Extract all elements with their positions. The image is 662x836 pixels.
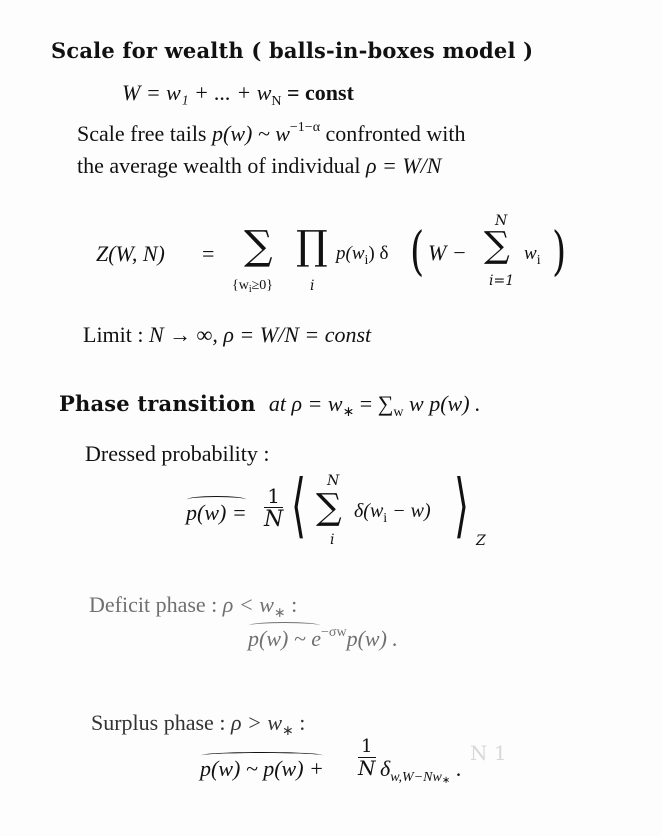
dressed-lhs-text: p(w) = [186, 500, 247, 525]
deficit-star: ∗ [273, 606, 286, 621]
surplus-phase-line [91, 710, 305, 740]
phase-transition-condition [268, 391, 481, 420]
fraction-num: 1 [264, 485, 283, 508]
surplus-fraction-den: N [358, 756, 376, 780]
dressed-inner-end: − w) [387, 500, 431, 522]
inner-w-text: w [524, 243, 537, 264]
product-lower-limit: i [310, 278, 315, 294]
section-title-phase-transition: Phase transition [59, 391, 256, 416]
subscript-z: Z [476, 533, 486, 549]
product-symbol: ∏ [296, 223, 328, 269]
limit-line [83, 322, 371, 348]
text-average-wealth [77, 153, 441, 179]
pt-at: at ρ = w [268, 391, 343, 416]
fraction-den: N [264, 507, 284, 532]
text-line1-a: Scale free tails [77, 121, 212, 146]
surplus-delta-sub: w,W−Nw [390, 770, 442, 785]
sum-lower-sub: i [248, 284, 252, 295]
dressed-probability-label: Dressed probability : [85, 441, 270, 466]
ghost-mark: N 1 [470, 741, 507, 765]
text-line1-sup: −1−α [289, 120, 321, 135]
right-angle-bracket: ⟩ [454, 464, 470, 546]
partition-lhs [96, 241, 165, 267]
sum-lower-text: {w [232, 278, 249, 293]
partition-equals: = [202, 241, 215, 266]
eq-sub: N [271, 94, 282, 109]
text-scale-free-tails [77, 120, 465, 147]
dressed-inner [354, 500, 431, 527]
sum-lower-end: ≥0} [251, 278, 274, 293]
deficit-formula-b: p(w) . [346, 626, 398, 651]
p-term-text: p(w [336, 243, 365, 264]
surplus-delta-star: ∗ [441, 775, 451, 786]
inner-W-text: W − [428, 240, 467, 265]
p-term-sub: i [364, 253, 369, 268]
surplus-fraction-num: 1 [358, 737, 376, 758]
pt-star: ∗ [342, 405, 355, 420]
surplus-formula-text: p(w) ~ p(w) + [200, 756, 324, 781]
surplus-formula-a [200, 756, 324, 782]
p-term [336, 243, 388, 269]
text-line1-b: p(w) ~ w [212, 121, 290, 146]
pt-sub-w: w [393, 405, 404, 420]
surplus-delta [380, 756, 461, 786]
inner-sum-lower [489, 273, 514, 289]
sum-symbol: ∑ [244, 223, 273, 269]
deficit-formula [248, 625, 398, 652]
phase-transition-line [59, 391, 481, 421]
pt-end: w p(w) . [403, 391, 481, 416]
dressed-inner-text: δ(w [354, 500, 384, 522]
surplus-delta-symbol: δ [380, 756, 391, 781]
sum-lower-limit [232, 278, 273, 295]
inner-w-sub: i [536, 253, 541, 268]
equation-total-wealth [122, 80, 354, 110]
left-paren: ( [410, 222, 425, 282]
eq-rhs: = const [287, 80, 354, 105]
surplus-star: ∗ [282, 724, 294, 739]
eq-sum: = w₁ + ... + w [145, 80, 272, 105]
surplus-fraction [358, 737, 376, 778]
deficit-label: Deficit phase : [89, 592, 218, 617]
limit-label: Limit : [83, 322, 144, 347]
inner-sum-upper: N [495, 213, 508, 229]
deficit-phase-line [89, 592, 297, 622]
surplus-cond: ρ > w [230, 710, 283, 735]
text-line1-c: confronted with [320, 121, 466, 146]
dressed-sum-lower: i [330, 532, 335, 548]
deficit-formula-a: p(w) ~ e [248, 626, 321, 651]
dressed-lhs [186, 500, 247, 526]
surplus-label: Surplus phase : [91, 710, 226, 735]
text-line2-a: the average wealth of individual [77, 153, 366, 178]
dressed-sum-upper: N [327, 473, 340, 489]
inner-sum-symbol: ∑ [484, 225, 510, 266]
section-title-scale-for-wealth: Scale for wealth ( balls-in-boxes model ) [51, 38, 534, 63]
pt-eq: = ∑ [354, 391, 394, 416]
deficit-cond-end: : [285, 592, 298, 617]
deficit-cond: ρ < w [222, 592, 274, 617]
inner-sum-lower-text: i=1 [489, 273, 515, 289]
surplus-end: . [450, 756, 462, 781]
eq-lhs: W [122, 80, 141, 105]
dressed-fraction [264, 485, 283, 532]
surplus-cond-end: : [293, 710, 306, 735]
partition-lhs-text: Z(W, N) [96, 241, 165, 266]
deficit-formula-sup: −σw [321, 625, 347, 640]
right-paren: ) [552, 222, 567, 282]
p-term-end: ) δ [368, 243, 389, 264]
limit-expression: N → ∞, ρ = W/N = const [149, 322, 372, 347]
left-angle-bracket: ⟨ [291, 464, 307, 546]
dressed-sum-symbol: ∑ [316, 487, 342, 528]
dressed-inner-sub: i [383, 511, 388, 526]
inner-W [428, 240, 467, 266]
inner-w [524, 243, 541, 269]
fraction-one-over-n [264, 485, 283, 532]
surplus-fraction-one-over-n [358, 737, 376, 778]
text-line2-b: ρ = W/N [365, 153, 442, 178]
